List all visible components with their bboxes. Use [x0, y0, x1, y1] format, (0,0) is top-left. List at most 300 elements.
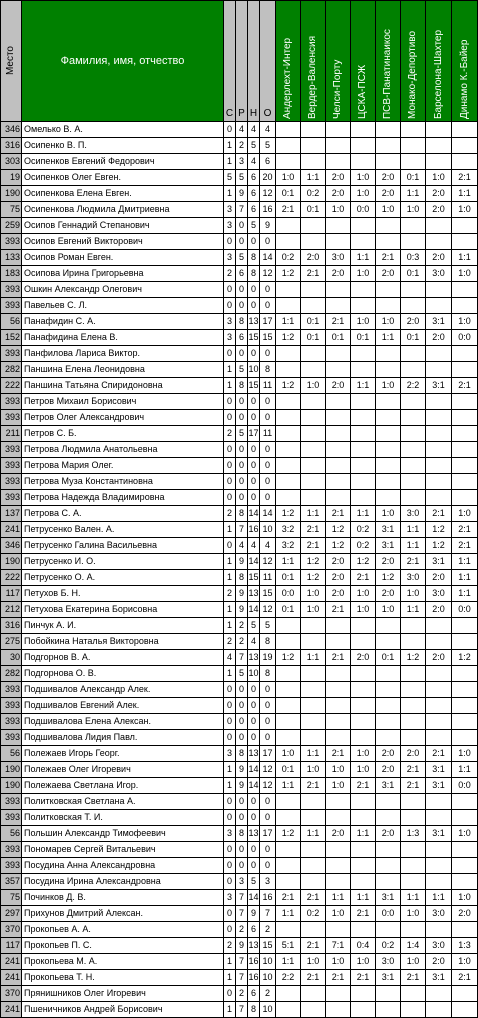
r-cell: 2: [236, 986, 248, 1002]
prediction-cell: [401, 682, 426, 698]
prediction-cell: [401, 794, 426, 810]
r-cell: 0: [236, 410, 248, 426]
name-cell: Подгорнов В. А.: [22, 650, 224, 666]
r-cell: 9: [236, 554, 248, 570]
prediction-cell: 1:0: [276, 746, 301, 762]
place-cell: 357: [1, 874, 22, 890]
place-cell: 303: [1, 154, 22, 170]
s-cell: 0: [224, 474, 236, 490]
prediction-cell: [452, 154, 478, 170]
prediction-cell: [326, 618, 351, 634]
n-cell: 13: [248, 586, 260, 602]
s-cell: 1: [224, 362, 236, 378]
s-cell: 0: [224, 682, 236, 698]
prediction-cell: [401, 442, 426, 458]
prediction-cell: [326, 698, 351, 714]
prediction-cell: [426, 218, 452, 234]
prediction-cell: [276, 122, 301, 138]
prediction-cell: 0:1: [351, 330, 376, 346]
prediction-cell: [301, 282, 326, 298]
r-cell: 8: [236, 826, 248, 842]
r-cell: 9: [236, 762, 248, 778]
n-cell: 5: [248, 874, 260, 890]
s-cell: 0: [224, 730, 236, 746]
s-cell: 0: [224, 394, 236, 410]
prediction-cell: 2:1: [276, 890, 301, 906]
prediction-cell: 2:1: [301, 890, 326, 906]
table-row: [1, 490, 478, 506]
prediction-cell: 1:0: [452, 506, 478, 522]
prediction-cell: 0:2: [301, 906, 326, 922]
prediction-cell: 7:1: [326, 938, 351, 954]
prediction-cell: 1:1: [351, 826, 376, 842]
s-cell: 3: [224, 202, 236, 218]
table-row: [1, 602, 478, 618]
place-cell: 297: [1, 906, 22, 922]
prediction-cell: [326, 666, 351, 682]
prediction-cell: [401, 298, 426, 314]
prediction-cell: [376, 618, 401, 634]
place-cell: 393: [1, 810, 22, 826]
r-cell: 2: [236, 618, 248, 634]
prediction-cell: [376, 1002, 401, 1018]
prediction-cell: 2:2: [401, 378, 426, 394]
prediction-cell: [452, 810, 478, 826]
prediction-cell: 0:1: [276, 762, 301, 778]
o-cell: 0: [260, 346, 276, 362]
prediction-cell: 0:1: [401, 266, 426, 282]
prediction-cell: [376, 810, 401, 826]
prediction-cell: [376, 794, 401, 810]
name-cell: Прокопьев А. А.: [22, 922, 224, 938]
r-cell: 5: [236, 170, 248, 186]
s-cell: 1: [224, 954, 236, 970]
name-cell: Посудина Ирина Александровна: [22, 874, 224, 890]
n-cell: 8: [248, 250, 260, 266]
o-cell: 5: [260, 138, 276, 154]
prediction-cell: 2:0: [376, 186, 401, 202]
prediction-cell: [376, 874, 401, 890]
prediction-cell: 3:1: [426, 970, 452, 986]
match-header-7: Барселона-Шахтер: [426, 1, 452, 122]
prediction-cell: 2:0: [401, 314, 426, 330]
table-row: [1, 970, 478, 986]
s-cell: 1: [224, 778, 236, 794]
prediction-cell: 1:1: [276, 314, 301, 330]
name-cell: Петрова Муза Константиновна: [22, 474, 224, 490]
n-cell: 13: [248, 746, 260, 762]
o-cell: 0: [260, 298, 276, 314]
prediction-cell: 1:0: [452, 746, 478, 762]
prediction-cell: [401, 426, 426, 442]
o-cell: 0: [260, 410, 276, 426]
place-cell: 393: [1, 234, 22, 250]
prediction-cell: [452, 442, 478, 458]
r-cell: 0: [236, 346, 248, 362]
prediction-cell: 3:0: [426, 266, 452, 282]
place-cell: 393: [1, 346, 22, 362]
prediction-cell: 0:2: [276, 250, 301, 266]
r-cell: 7: [236, 906, 248, 922]
prediction-cell: [301, 154, 326, 170]
s-cell: 0: [224, 234, 236, 250]
prediction-cell: [376, 298, 401, 314]
prediction-cell: [301, 122, 326, 138]
prediction-cell: [351, 362, 376, 378]
prediction-cell: [452, 922, 478, 938]
s-cell: 2: [224, 426, 236, 442]
prediction-cell: [301, 442, 326, 458]
prediction-cell: [376, 282, 401, 298]
prediction-cell: [452, 490, 478, 506]
n-cell: 4: [248, 538, 260, 554]
n-cell: 4: [248, 154, 260, 170]
prediction-cell: [326, 490, 351, 506]
prediction-cell: [276, 794, 301, 810]
table-row: [1, 426, 478, 442]
prediction-cell: 1:0: [452, 266, 478, 282]
name-cell: Осипов Роман Евген.: [22, 250, 224, 266]
name-cell: Осипова Ирина Григорьевна: [22, 266, 224, 282]
prediction-cell: 1:0: [301, 602, 326, 618]
r-cell: 9: [236, 938, 248, 954]
table-row: [1, 170, 478, 186]
name-cell: Польшин Александр Тимофеевич: [22, 826, 224, 842]
prediction-cell: [326, 634, 351, 650]
prediction-cell: [452, 714, 478, 730]
n-cell: 6: [248, 170, 260, 186]
prediction-cell: 1:0: [351, 186, 376, 202]
prediction-cell: [401, 362, 426, 378]
place-cell: 259: [1, 218, 22, 234]
s-cell: 1: [224, 762, 236, 778]
prediction-cell: 1:0: [301, 586, 326, 602]
prediction-cell: [276, 490, 301, 506]
prediction-cell: 1:2: [276, 378, 301, 394]
prediction-cell: [376, 218, 401, 234]
prediction-cell: 2:1: [376, 250, 401, 266]
name-cell: Подшивалов Александр Алек.: [22, 682, 224, 698]
prediction-cell: [326, 842, 351, 858]
prediction-cell: 1:2: [452, 650, 478, 666]
prediction-cell: 1:1: [376, 330, 401, 346]
prediction-cell: [376, 122, 401, 138]
prediction-cell: 1:1: [301, 650, 326, 666]
place-cell: 212: [1, 602, 22, 618]
r-cell: 8: [236, 314, 248, 330]
o-cell: 10: [260, 1002, 276, 1018]
prediction-cell: 0:4: [351, 938, 376, 954]
prediction-cell: 2:0: [426, 954, 452, 970]
o-cell: 11: [260, 426, 276, 442]
prediction-cell: [276, 410, 301, 426]
n-cell: 14: [248, 778, 260, 794]
prediction-cell: [351, 234, 376, 250]
o-cell: 8: [260, 666, 276, 682]
n-cell: 16: [248, 970, 260, 986]
prediction-cell: [276, 858, 301, 874]
prediction-cell: 1:1: [351, 890, 376, 906]
prediction-cell: [351, 730, 376, 746]
name-cell: Панфилова Лариса Виктор.: [22, 346, 224, 362]
prediction-cell: [401, 714, 426, 730]
prediction-cell: [326, 442, 351, 458]
table-row: [1, 746, 478, 762]
s-cell: 0: [224, 538, 236, 554]
n-cell: 5: [248, 218, 260, 234]
table-row: [1, 298, 478, 314]
prediction-cell: 1:2: [426, 522, 452, 538]
s-cell: 1: [224, 1002, 236, 1018]
prediction-cell: 2:0: [326, 378, 351, 394]
o-cell: 10: [260, 954, 276, 970]
prediction-cell: [326, 394, 351, 410]
s-cell: 0: [224, 922, 236, 938]
o-cell: 14: [260, 250, 276, 266]
prediction-cell: [351, 714, 376, 730]
prediction-cell: [326, 362, 351, 378]
place-cell: 282: [1, 362, 22, 378]
prediction-cell: [326, 682, 351, 698]
s-cell: 0: [224, 282, 236, 298]
s-cell: 0: [224, 714, 236, 730]
table-row: [1, 922, 478, 938]
name-cell: Прокопьева М. А.: [22, 954, 224, 970]
prediction-cell: [376, 922, 401, 938]
place-cell: 393: [1, 474, 22, 490]
s-cell: 1: [224, 522, 236, 538]
prediction-cell: [426, 730, 452, 746]
prediction-cell: [401, 666, 426, 682]
prediction-cell: [401, 842, 426, 858]
place-cell: 190: [1, 186, 22, 202]
prediction-cell: 0:2: [376, 938, 401, 954]
name-cell: Починков Д. В.: [22, 890, 224, 906]
place-cell: 393: [1, 714, 22, 730]
name-cell: Петрусенко О. А.: [22, 570, 224, 586]
s-cell: 3: [224, 746, 236, 762]
o-cell: 7: [260, 906, 276, 922]
table-row: [1, 394, 478, 410]
name-header: Фамилия, имя, отчество: [22, 1, 224, 122]
prediction-cell: [426, 442, 452, 458]
r-cell: 2: [236, 634, 248, 650]
prediction-cell: 3:0: [426, 906, 452, 922]
prediction-cell: [452, 986, 478, 1002]
prediction-cell: [401, 730, 426, 746]
n-cell: 0: [248, 858, 260, 874]
r-cell: 7: [236, 1002, 248, 1018]
prediction-cell: 1:1: [452, 586, 478, 602]
place-cell: 137: [1, 506, 22, 522]
name-cell: Петрова Людмила Анатольевна: [22, 442, 224, 458]
r-cell: 0: [236, 858, 248, 874]
s-cell: 0: [224, 794, 236, 810]
prediction-cell: [452, 682, 478, 698]
prediction-cell: [351, 474, 376, 490]
name-cell: Панафидина Елена В.: [22, 330, 224, 346]
prediction-cell: 2:1: [452, 170, 478, 186]
prediction-cell: [426, 474, 452, 490]
prediction-cell: 3:0: [401, 570, 426, 586]
prediction-cell: [326, 122, 351, 138]
prediction-cell: [301, 794, 326, 810]
r-cell: 0: [236, 810, 248, 826]
name-cell: Ошкин Александр Олегович: [22, 282, 224, 298]
n-cell: 16: [248, 522, 260, 538]
prediction-cell: [351, 634, 376, 650]
table-row: [1, 698, 478, 714]
prediction-cell: [401, 874, 426, 890]
n-cell: 0: [248, 442, 260, 458]
table-row: [1, 1002, 478, 1018]
table-row: [1, 730, 478, 746]
o-cell: 8: [260, 362, 276, 378]
prediction-cell: 1:0: [301, 954, 326, 970]
n-cell: 0: [248, 794, 260, 810]
n-cell: 13: [248, 826, 260, 842]
n-cell: 6: [248, 186, 260, 202]
r-cell: 0: [236, 458, 248, 474]
place-cell: 282: [1, 666, 22, 682]
table-row: [1, 570, 478, 586]
prediction-cell: 3:1: [376, 538, 401, 554]
prediction-cell: 1:2: [301, 554, 326, 570]
prediction-cell: 1:0: [401, 954, 426, 970]
prediction-cell: 1:0: [326, 762, 351, 778]
place-cell: 393: [1, 410, 22, 426]
table-row: [1, 586, 478, 602]
prediction-cell: 1:0: [376, 378, 401, 394]
s-cell: 1: [224, 602, 236, 618]
name-cell: Павельев С. Л.: [22, 298, 224, 314]
r-cell: 0: [236, 794, 248, 810]
n-cell: 13: [248, 314, 260, 330]
r-cell: 7: [236, 650, 248, 666]
prediction-cell: 2:1: [326, 314, 351, 330]
n-cell: 0: [248, 810, 260, 826]
name-cell: Полежаева Светлана Игор.: [22, 778, 224, 794]
s-cell: 0: [224, 458, 236, 474]
prediction-cell: [276, 474, 301, 490]
name-cell: Петухова Екатерина Борисовна: [22, 602, 224, 618]
prediction-cell: 2:0: [326, 186, 351, 202]
prediction-cell: 2:1: [401, 778, 426, 794]
prediction-cell: 3:0: [401, 506, 426, 522]
prediction-cell: [401, 474, 426, 490]
prediction-cell: [426, 394, 452, 410]
prediction-cell: 1:1: [452, 554, 478, 570]
prediction-cell: [326, 714, 351, 730]
prediction-cell: 1:0: [452, 954, 478, 970]
prediction-cell: [401, 282, 426, 298]
s-cell: 0: [224, 906, 236, 922]
table-row: [1, 474, 478, 490]
prediction-cell: [276, 282, 301, 298]
prediction-cell: 0:0: [452, 602, 478, 618]
o-cell: 3: [260, 874, 276, 890]
prediction-cell: [276, 346, 301, 362]
name-cell: Полежаев Игорь Георг.: [22, 746, 224, 762]
prediction-cell: [326, 794, 351, 810]
s-cell: 0: [224, 986, 236, 1002]
prediction-cell: [301, 666, 326, 682]
prediction-cell: 2:1: [301, 538, 326, 554]
prediction-cell: [301, 634, 326, 650]
prediction-cell: 2:1: [326, 746, 351, 762]
place-cell: 393: [1, 282, 22, 298]
place-cell: 393: [1, 458, 22, 474]
table-row: [1, 330, 478, 346]
r-cell: 6: [236, 330, 248, 346]
n-cell: 17: [248, 426, 260, 442]
o-cell: 0: [260, 794, 276, 810]
prediction-cell: [401, 346, 426, 362]
o-cell: 0: [260, 810, 276, 826]
table-row: [1, 122, 478, 138]
prediction-cell: 3:1: [376, 890, 401, 906]
place-cell: 393: [1, 442, 22, 458]
o-cell: 0: [260, 714, 276, 730]
o-cell: 15: [260, 330, 276, 346]
prediction-cell: 1:1: [326, 890, 351, 906]
place-cell: 183: [1, 266, 22, 282]
prediction-cell: 1:0: [401, 202, 426, 218]
r-cell: 7: [236, 970, 248, 986]
place-cell: 393: [1, 490, 22, 506]
n-cell: 0: [248, 730, 260, 746]
s-cell: 2: [224, 938, 236, 954]
prediction-cell: [276, 634, 301, 650]
s-cell: 0: [224, 842, 236, 858]
prediction-cell: [426, 154, 452, 170]
r-cell: 2: [236, 922, 248, 938]
place-cell: 241: [1, 954, 22, 970]
n-cell: 8: [248, 1002, 260, 1018]
prediction-cell: [326, 218, 351, 234]
name-cell: Осипенко В. П.: [22, 138, 224, 154]
prediction-cell: [401, 634, 426, 650]
prediction-cell: [326, 986, 351, 1002]
name-cell: Осипенкова Елена Евген.: [22, 186, 224, 202]
prediction-cell: [326, 346, 351, 362]
prediction-cell: [301, 458, 326, 474]
prediction-cell: [351, 138, 376, 154]
prediction-cell: 1:2: [276, 826, 301, 842]
n-cell: 0: [248, 682, 260, 698]
name-cell: Петрусенко Вален. А.: [22, 522, 224, 538]
s-cell: 1: [224, 186, 236, 202]
prediction-cell: [452, 394, 478, 410]
prediction-cell: 2:0: [426, 330, 452, 346]
o-cell: 11: [260, 378, 276, 394]
prediction-cell: [452, 410, 478, 426]
prediction-cell: [452, 842, 478, 858]
prediction-cell: [301, 618, 326, 634]
prediction-cell: [452, 346, 478, 362]
place-cell: 316: [1, 138, 22, 154]
prediction-cell: 3:1: [426, 778, 452, 794]
place-cell: 241: [1, 522, 22, 538]
prediction-cell: [376, 234, 401, 250]
prediction-cell: 2:1: [452, 970, 478, 986]
match-header-3: Челси-Порту: [326, 1, 351, 122]
prediction-cell: [426, 234, 452, 250]
prediction-cell: 1:0: [351, 954, 376, 970]
place-cell: 56: [1, 746, 22, 762]
prediction-cell: [376, 394, 401, 410]
n-cell: 0: [248, 842, 260, 858]
